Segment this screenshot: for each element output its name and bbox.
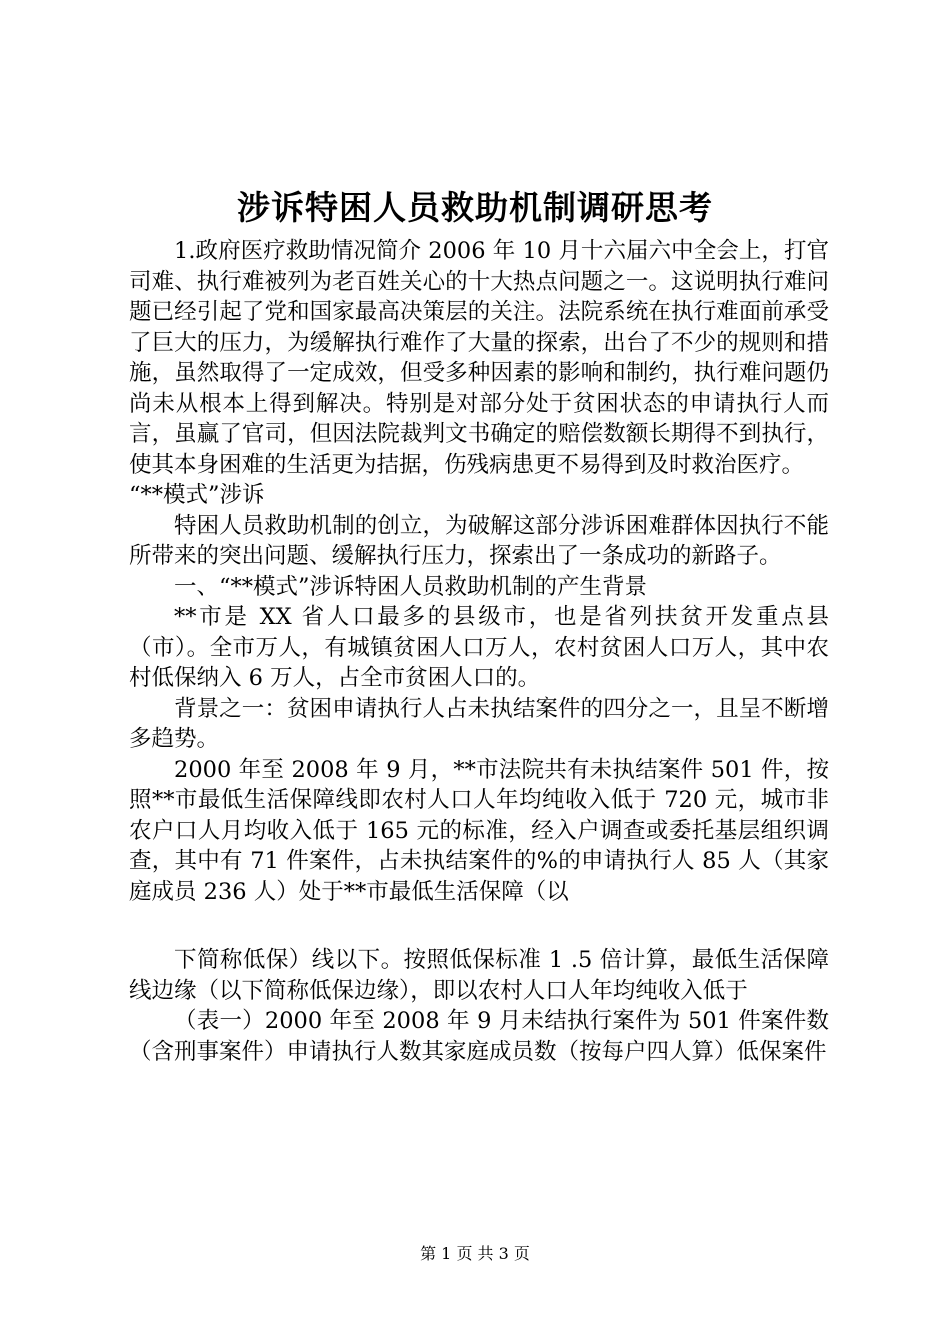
- section-heading-background: 一、“**模式”涉诉特困人员救助机制的产生背景: [174, 573, 648, 600]
- paragraph-table-one: （表一）2000 年至 2008 年 9 月未结执行案件为 501 件案件数（含刑事案件）申请执行人数其家庭成员数（按每户四人算）低保案件: [129, 1008, 829, 1065]
- paragraph-intro: 1.政府医疗救助情况简介 2006 年 10 月十六届六中全会上，打官司难、执行难被列为老百姓关心的十大热点问题之一。这说明执行难问题已经引起了党和国家最高决策层的关注。法院系统在执行难面前承受了巨大的压力，为缓解执行难作了大量的探索，出台了不少的规则和措施，虽然取得了一定成效，但受多种因素的影响和制约，执行难问题仍尚未从根本上得到解决。特别是对部分处于贫困状态的申请执行人而言，虽赢了官司，但因法院裁判文书确定的赔偿数额长期得不到执行，使其本身困难的生活更为拮据，伤残病患更不易得到及时救治医疗。: [129, 238, 829, 478]
- document-title: 涉诉特困人员救助机制调研思考: [237, 188, 713, 227]
- paragraph-city-population: **市是 XX 省人口最多的县级市，也是省列扶贫开发重点县（市）。全市万人，有城镇贫困人口万人，农村贫困人口万人，其中农村低保纳入 6 万人，占全市贫困人口的。: [129, 604, 829, 691]
- page-footer: 第 1 页 共 3 页: [420, 1244, 530, 1263]
- document-body: [129, 236, 829, 1067]
- paragraph-case-statistics: 2000 年至 2008 年 9 月，**市法院共有未执结案件 501 件，按照**市最低生活保障线即农村人口人年均纯收入低于 720 元，城市非农户口人月均收入低于 165 元的标准，经入户调查或委托基层组织调查，其中有 71 件案件，占未执结案件的%的申请执行人 85 人（其家庭成员 236 人）处于**市最低生活保障（以: [129, 756, 829, 905]
- paragraph-model-fragment: “**模式”涉诉: [129, 482, 265, 508]
- paragraph-low-income-standard: 下简称低保）线以下。按照低保标准 1 .5 倍计算，最低生活保障线边缘（以下简称低保边缘），即以农村人口人年均纯收入低于: [129, 947, 829, 1004]
- paragraph-mechanism: 特困人员救助机制的创立，为破解这部分涉诉困难群体因执行不能所带来的突出问题、缓解执行压力，探索出了一条成功的新路子。: [129, 512, 829, 569]
- paragraph-background-one: 背景之一：贫困申请执行人占未执结案件的四分之一，且呈不断增多趋势。: [129, 695, 829, 752]
- page-break-gap: [129, 907, 829, 945]
